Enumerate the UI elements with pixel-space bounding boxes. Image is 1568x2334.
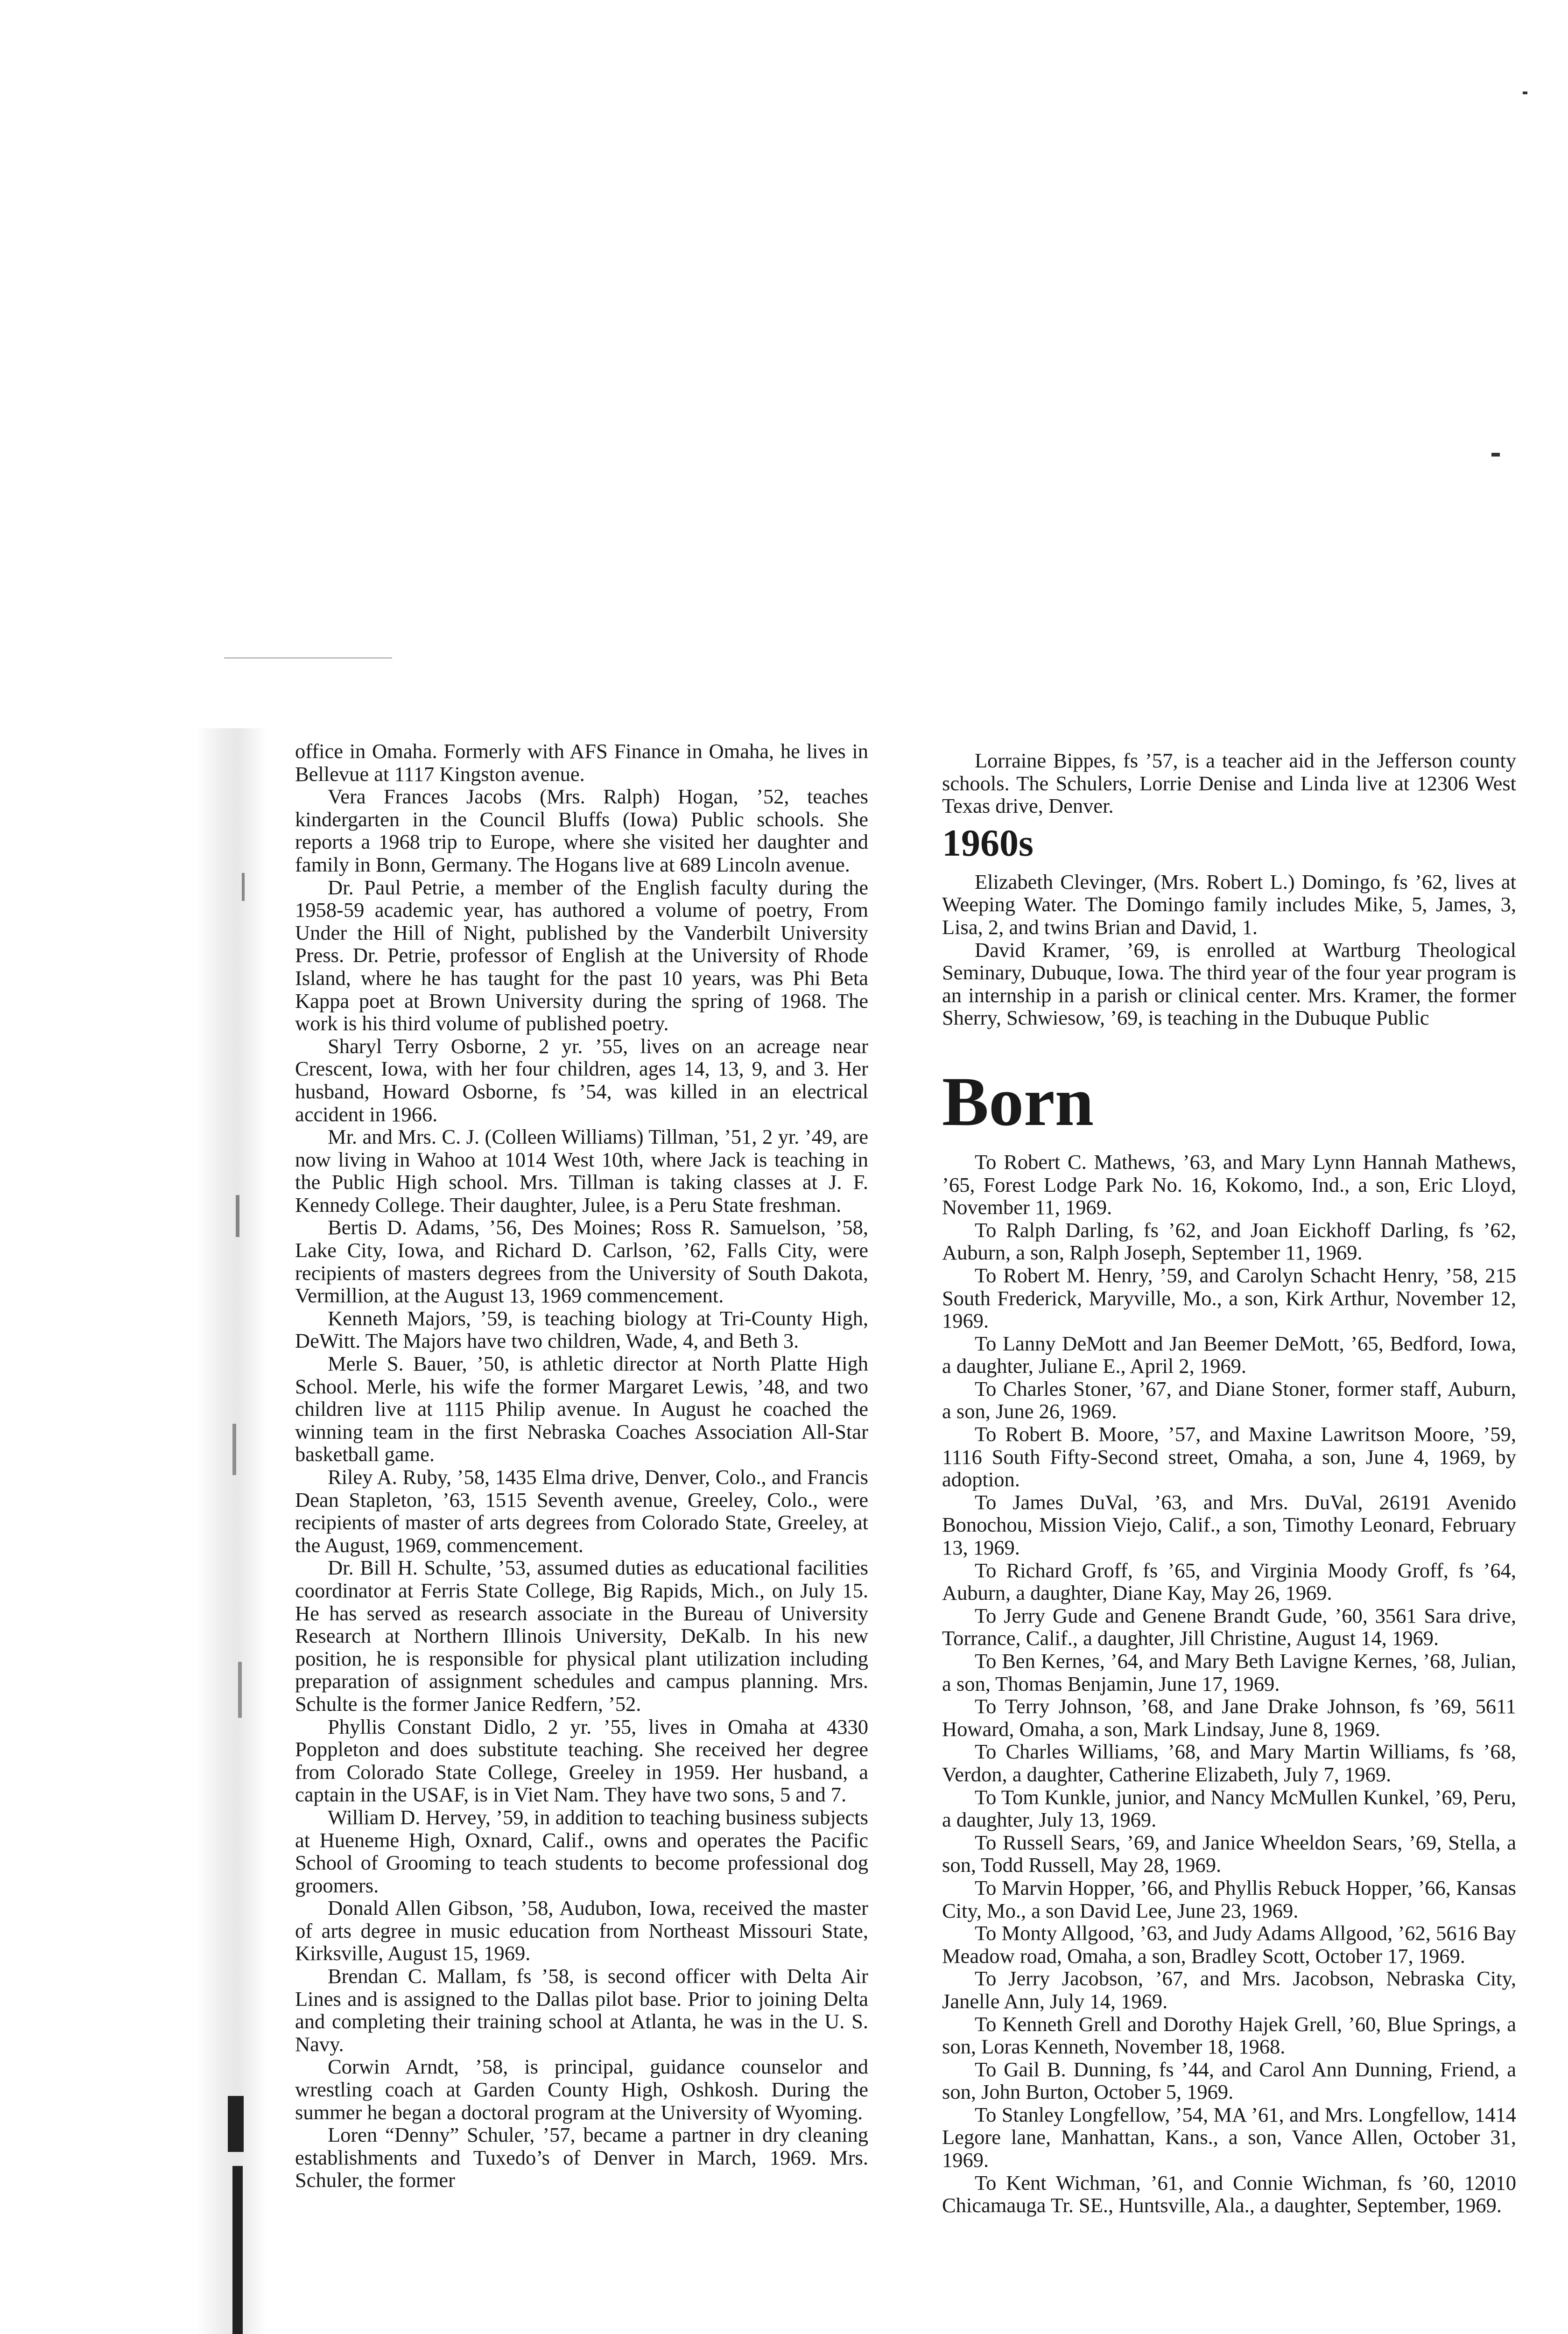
birth-entry: To Charles Williams, ’68, and Mary Martin Williams, fs ’68, Verdon, a daughter, Catherine Elizabeth, July 7, 1969. <box>942 1740 1516 1786</box>
entry-paragraph: Dr. Paul Petrie, a member of the English faculty during the 1958-59 academic year, has authored a volume of poetry, From Under the Hill of Night, published by the Vanderbilt University Press. Dr. Petrie, professor of English at the University of Rhode Island, where he has taught for the past 10 years, was Phi Beta Kappa poet at Brown University during the spring of 1968. The work is his third volume of published poetry. <box>295 875 868 1035</box>
entry-paragraph: Riley A. Ruby, ’58, 1435 Elma drive, Denver, Colo., and Francis Dean Stapleton, ’63, 1515 Seventh avenue, Greeley, Colo., were recipients of master of arts degrees from Colorado State, Greeley, at the August, 1969, commencement. <box>295 1465 868 1557</box>
binding-shadow <box>196 728 266 2334</box>
entry-paragraph: Elizabeth Clevinger, (Mrs. Robert L.) Domingo, fs ’62, lives at Weeping Water. The Domingo family includes Mike, 5, James, 3, Lisa, 2, and twins Brian and David, 1. <box>942 870 1516 939</box>
birth-entry: To Marvin Hopper, ’66, and Phyllis Rebuck Hopper, ’66, Kansas City, Mo., a son David Lee, June 23, 1969. <box>942 1876 1516 1922</box>
entry-paragraph: Vera Frances Jacobs (Mrs. Ralph) Hogan, ’52, teaches kindergarten in the Council Bluffs (Iowa) Public schools. She reports a 1968 trip to Europe, where she visited her daughter and family in Bonn, Germany. The Hogans live at 689 Lincoln avenue. <box>295 785 868 876</box>
entry-paragraph: Donald Allen Gibson, ’58, Audubon, Iowa, received the master of arts degree in music education from Northeast Missouri State, Kirksville, August 15, 1969. <box>295 1896 868 1965</box>
birth-entry: To Robert B. Moore, ’57, and Maxine Lawritson Moore, ’59, 1116 South Fifty-Second street, Omaha, a son, June 4, 1969, by adoption. <box>942 1422 1516 1491</box>
birth-entry: To Ben Kernes, ’64, and Mary Beth Lavigne Kernes, ’68, Julian, a son, Thomas Benjamin, June 17, 1969. <box>942 1649 1516 1695</box>
entry-paragraph: Loren “Denny” Schuler, ’57, became a partner in dry cleaning establishments and Tuxedo’s of Denver in March, 1969. Mrs. Schuler, the former <box>295 2123 868 2192</box>
entry-paragraph: Kenneth Majors, ’59, is teaching biology at Tri-County High, DeWitt. The Majors have two children, Wade, 4, and Beth 3. <box>295 1306 868 1353</box>
birth-entry: To Ralph Darling, fs ’62, and Joan Eickhoff Darling, fs ’62, Auburn, a son, Ralph Joseph, September 11, 1969. <box>942 1218 1516 1265</box>
scan-speck <box>1523 91 1527 94</box>
entry-paragraph: David Kramer, ’69, is enrolled at Wartburg Theological Seminary, Dubuque, Iowa. The third year of the four year program is an internship in a parish or clinical center. Mrs. Kramer, the former Sherry, Schwiesow, ’69, is teaching in the Dubuque Public <box>942 938 1516 1030</box>
entry-paragraph: Corwin Arndt, ’58, is principal, guidance counselor and wrestling coach at Garden County High, Oshkosh. During the summer he began a doctoral program at the University of Wyoming. <box>295 2055 868 2124</box>
faint-rule <box>224 657 392 659</box>
left-column <box>295 740 868 2192</box>
binding-mark <box>228 2096 244 2152</box>
birth-entry: To Robert M. Henry, ’59, and Carolyn Schacht Henry, ’58, 215 South Frederick, Maryville, Mo., a son, Kirk Arthur, November 12, 1969. <box>942 1263 1516 1333</box>
birth-entry: To Terry Johnson, ’68, and Jane Drake Johnson, fs ’69, 5611 Howard, Omaha, a son, Mark Lindsay, June 8, 1969. <box>942 1694 1516 1741</box>
entry-paragraph: Phyllis Constant Didlo, 2 yr. ’55, lives in Omaha at 4330 Poppleton and does substitute teaching. She received her degree from Colorado State College, Greeley in 1959. Her husband, a captain in the USAF, is in Viet Nam. They have two sons, 5 and 7. <box>295 1715 868 1807</box>
birth-entry: To Richard Groff, fs ’65, and Virginia Moody Groff, fs ’64, Auburn, a daughter, Diane Kay, May 26, 1969. <box>942 1558 1516 1605</box>
binding-mark <box>236 1195 239 1237</box>
entry-paragraph: Sharyl Terry Osborne, 2 yr. ’55, lives on an acreage near Crescent, Iowa, with her four children, ages 14, 13, 9, and 3. Her husband, Howard Osborne, fs ’54, was killed in an electrical accident in 1966. <box>295 1034 868 1126</box>
birth-entry: To Tom Kunkle, junior, and Nancy McMullen Kunkel, ’69, Peru, a daughter, July 13, 1969. <box>942 1785 1516 1832</box>
entry-paragraph: Merle S. Bauer, ’50, is athletic director at North Platte High School. Merle, his wife the former Margaret Lewis, ’48, and two children live at 1115 Philip avenue. In August he coached the winning team in the first Nebraska Coaches Association All-Star basketball game. <box>295 1352 868 1466</box>
birth-entry: To James DuVal, ’63, and Mrs. DuVal, 26191 Avenido Bonochou, Mission Viejo, Calif., a son, Timothy Leonard, February 13, 1969. <box>942 1490 1516 1560</box>
entry-paragraph: William D. Hervey, ’59, in addition to teaching business subjects at Hueneme High, Oxnard, Calif., owns and operates the Pacific School of Grooming to teach students to become professional dog groomers. <box>295 1805 868 1897</box>
binding-mark <box>232 2166 243 2334</box>
scan-speck <box>1491 453 1500 457</box>
birth-entry: To Stanley Longfellow, ’54, MA ’61, and Mrs. Longfellow, 1414 Legore lane, Manhattan, Kans., a son, Vance Allen, October 31, 1969. <box>942 2102 1516 2172</box>
birth-entry: To Jerry Jacobson, ’67, and Mrs. Jacobson, Nebraska City, Janelle Ann, July 14, 1969. <box>942 1967 1516 2013</box>
binding-mark <box>238 1662 242 1718</box>
binding-mark <box>232 1424 236 1475</box>
birth-entry: To Russell Sears, ’69, and Janice Wheeldon Sears, ’69, Stella, a son, Todd Russell, May 28, 1969. <box>942 1830 1516 1877</box>
birth-entry: To Monty Allgood, ’63, and Judy Adams Allgood, ’62, 5616 Bay Meadow road, Omaha, a son, Bradley Scott, October 17, 1969. <box>942 1921 1516 1968</box>
section-heading-born: Born <box>942 1062 1094 1140</box>
entry-paragraph: office in Omaha. Formerly with AFS Finance in Omaha, he lives in Bellevue at 1117 Kingston avenue. <box>295 739 868 786</box>
birth-entry: To Jerry Gude and Genene Brandt Gude, ’60, 3561 Sara drive, Torrance, Calif., a daughter, Jill Christine, August 14, 1969. <box>942 1603 1516 1650</box>
binding-mark <box>242 873 245 901</box>
entry-paragraph: Brendan C. Mallam, fs ’58, is second officer with Delta Air Lines and is assigned to the Dallas pilot base. Prior to joining Delta and completing their training school at Atlanta, he was in the U. S. Navy. <box>295 1964 868 2056</box>
birth-entry: To Gail B. Dunning, fs ’44, and Carol Ann Dunning, Friend, a son, John Burton, October 5, 1969. <box>942 2057 1516 2104</box>
section-heading-1960s: 1960s <box>942 821 1034 864</box>
entry-paragraph: Lorraine Bippes, fs ’57, is a teacher aid in the Jefferson county schools. The Schulers, Lorrie Denise and Linda live at 12306 West Texas drive, Denver. <box>942 749 1516 818</box>
birth-entry: To Kenneth Grell and Dorothy Hajek Grell, ’60, Blue Springs, a son, Loras Kenneth, November 18, 1968. <box>942 2012 1516 2059</box>
birth-entry: To Robert C. Mathews, ’63, and Mary Lynn Hannah Mathews, ’65, Forest Lodge Park No. 16, Kokomo, Ind., a son, Eric Lloyd, November 11, 1969. <box>942 1150 1516 1219</box>
entry-paragraph: Bertis D. Adams, ’56, Des Moines; Ross R. Samuelson, ’58, Lake City, Iowa, and Richard D. Carlson, ’62, Falls City, were recipients of masters degrees from the University of South Dakota, Vermillion, at the August 13, 1969 commencement. <box>295 1216 868 1308</box>
entry-paragraph: Mr. and Mrs. C. J. (Colleen Williams) Tillman, ’51, 2 yr. ’49, are now living in Wahoo at 1014 West 10th, where Jack is teaching in the Public High school. Mrs. Tillman is taking classes at J. F. Kennedy College. Their daughter, Julee, is a Peru State freshman. <box>295 1125 868 1216</box>
right-column <box>942 749 1516 2217</box>
birth-entry: To Kent Wichman, ’61, and Connie Wichman, fs ’60, 12010 Chicamauga Tr. SE., Huntsville, Ala., a daughter, September, 1969. <box>942 2171 1516 2217</box>
birth-entry: To Charles Stoner, ’67, and Diane Stoner, former staff, Auburn, a son, June 26, 1969. <box>942 1377 1516 1423</box>
birth-entry: To Lanny DeMott and Jan Beemer DeMott, ’65, Bedford, Iowa, a daughter, Juliane E., April 2, 1969. <box>942 1331 1516 1378</box>
entry-paragraph: Dr. Bill H. Schulte, ’53, assumed duties as educational facilities coordinator at Ferris State College, Big Rapids, Mich., on July 15. He has served as research associate in the Bureau of University Research at Northern Illinois University, DeKalb. In his new position, he is responsible for physical plant utilization including preparation of assignment schedules and campus planning. Mrs. Schulte is the former Janice Redfern, ’52. <box>295 1556 868 1715</box>
